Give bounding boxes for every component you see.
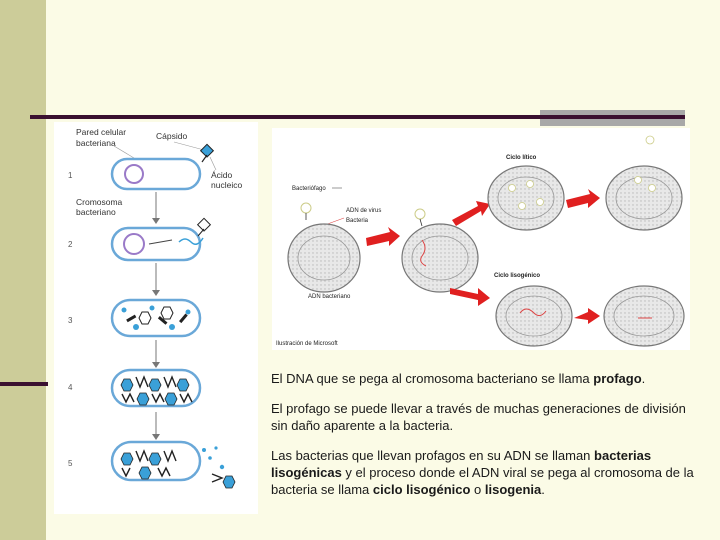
phage-replication-figure	[54, 122, 258, 514]
infected-bacterium-cell	[402, 224, 478, 292]
phage-icon	[201, 144, 214, 162]
viral-dna-label: ADN de virus	[346, 208, 382, 214]
term-prophage: profago	[593, 371, 642, 386]
capsid-label: Cápsido	[156, 131, 188, 141]
process-arrow	[574, 308, 600, 324]
term-lysogeny: lisogenia	[484, 482, 542, 497]
chromosome-label-1: Cromosoma	[76, 197, 123, 207]
bacteriophage-label: Bacteriófago	[292, 186, 326, 192]
process-arrow	[450, 288, 490, 306]
process-arrow	[452, 201, 490, 226]
nucleic-acid-label-1: Ácido	[211, 170, 233, 180]
left-rule	[0, 382, 48, 386]
lysogenic-cycle-label: Ciclo lisogénico	[494, 273, 541, 279]
lytic-cell	[488, 166, 564, 230]
lytic-lysogenic-figure	[272, 128, 690, 350]
text-segment: o	[470, 482, 485, 497]
process-arrow	[566, 189, 600, 208]
process-arrow	[366, 227, 400, 246]
bacterial-dna-label: ADN bacteriano	[308, 294, 351, 300]
step-number: 5	[68, 459, 73, 468]
text-segment: .	[641, 371, 646, 386]
explanation-text	[271, 370, 701, 511]
bacterium-label: Bacteria	[346, 218, 369, 224]
phage-icon	[301, 203, 311, 220]
term-lysogenic-cycle: ciclo lisogénico	[372, 482, 471, 497]
step-number: 2	[68, 240, 73, 249]
lysed-cell	[606, 166, 682, 230]
paragraph-prophage	[271, 370, 701, 387]
paragraph-division: El profago se puede llevar a través de muchas generaciones de división sin daño aparente a la bacteria.	[271, 401, 686, 433]
phage-replication-diagram	[54, 122, 258, 514]
cell-wall-label-2: bacteriana	[76, 138, 116, 148]
bacterium-cell	[112, 228, 200, 260]
bacterium-cell	[112, 300, 200, 336]
chromosome-label-2: bacteriano	[76, 207, 116, 217]
cell-wall-label-1: Pared celular	[76, 127, 127, 137]
term-lysogenic-bacteria: bacterias lisogénicas	[271, 448, 652, 480]
left-band-lower	[0, 118, 46, 384]
text-segment: Las bacterias que llevan profagos en su ADN se llaman	[271, 448, 595, 463]
illustration-credit: Ilustración de Microsoft	[276, 341, 338, 347]
lysogenic-cell	[496, 286, 572, 346]
text-segment: El DNA que se pega al cromosoma bacteriano se llama	[271, 371, 594, 386]
step-number: 4	[68, 383, 73, 392]
dividing-cell	[604, 286, 684, 346]
phage-icon	[415, 209, 425, 226]
title-rule	[30, 115, 685, 119]
paragraph-lysogenic	[271, 447, 701, 498]
text-segment: .	[541, 482, 545, 497]
text-segment: y el proceso donde el ADN viral se pega al cromosoma de la bacteria se llama	[271, 465, 694, 497]
step-number: 1	[68, 171, 73, 180]
step-number: 3	[68, 316, 73, 325]
bacterium-cell	[288, 224, 360, 292]
lytic-lysogenic-diagram	[272, 128, 690, 350]
lytic-cycle-label: Ciclo lítico	[506, 155, 537, 161]
nucleic-acid-label-2: nucleico	[211, 180, 243, 190]
phage-icon	[198, 218, 211, 236]
